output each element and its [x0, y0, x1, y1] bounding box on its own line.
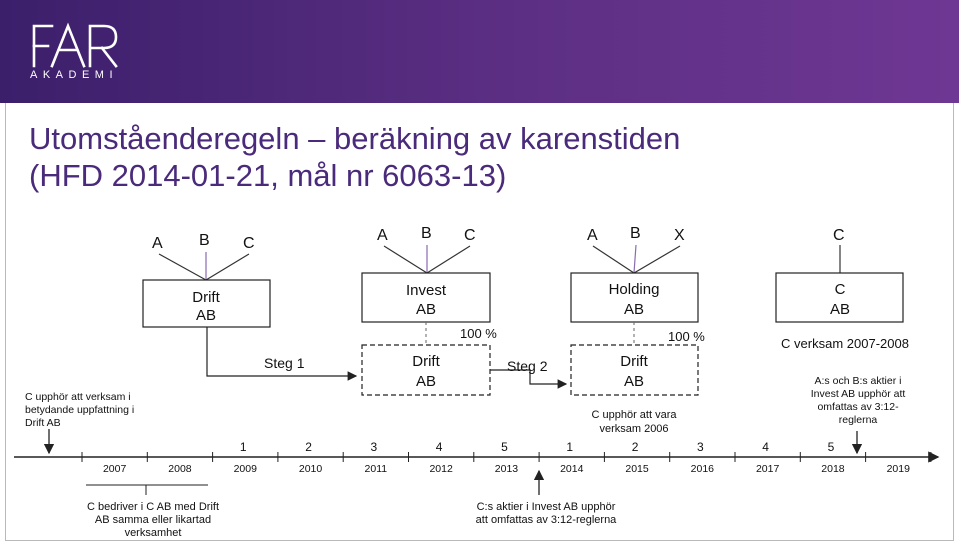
timeline-count: 2	[631, 440, 639, 454]
owner-c: C	[464, 227, 476, 244]
holding-ab-line2: AB	[623, 301, 645, 318]
timeline-count: 3	[697, 440, 704, 454]
drift-ab-sub-line2: AB	[415, 373, 437, 390]
owner-a: A	[587, 227, 598, 244]
owner-b: B	[630, 225, 641, 242]
stage3-note-line1: C upphör att vara	[591, 409, 677, 421]
timeline-year-2008: 2008	[168, 463, 192, 475]
invest-ab-line2: AB	[415, 301, 437, 318]
stage4-note: C verksam 2007-2008	[781, 336, 909, 351]
timeline-year-2011: 2011	[364, 463, 388, 475]
owner-b: B	[421, 225, 432, 242]
owner-c: C	[243, 235, 255, 252]
timeline-year-2016: 2016	[690, 463, 715, 475]
owner-a: A	[377, 227, 388, 244]
title-line-1: Utomståenderegeln – beräkning av karenstiden	[29, 121, 681, 156]
timeline-year-2010: 2010	[298, 463, 323, 475]
owner-a: A	[152, 235, 163, 252]
stage2-ownership	[362, 225, 497, 395]
owner-c: C	[833, 227, 845, 244]
stage4-note2-line3: omfattas av 3:12-	[817, 401, 899, 413]
brace-2007-2008	[86, 485, 208, 495]
drift-ab-sub-line1: Drift	[620, 353, 648, 370]
timeline-year-2017: 2017	[755, 463, 780, 475]
stage4-note2-line2: Invest AB upphör att	[810, 388, 906, 400]
left-note-line2: betydande uppfattning i	[25, 404, 135, 416]
timeline-count: 2	[305, 440, 312, 454]
c-ab-line1: C	[834, 281, 846, 298]
stage4-note2-line4: reglerna	[838, 414, 878, 426]
stage4-ownership	[776, 227, 909, 426]
timeline-count: 4	[435, 440, 443, 454]
timeline-count: 4	[762, 440, 769, 454]
drift-ab-line1: Drift	[192, 289, 220, 306]
timeline-year-2012: 2012	[429, 463, 453, 475]
stage4-note2-line1: A:s och B:s aktier i	[814, 375, 902, 387]
owner-x: X	[674, 227, 685, 244]
bottom-left-line1: C bedriver i C AB med Drift	[86, 501, 220, 513]
timeline-count: 1	[566, 440, 574, 454]
title-line-2: (HFD 2014-01-21, mål nr 6063-13)	[29, 158, 507, 193]
stage3-ownership	[571, 225, 705, 435]
c-ab-line2: AB	[829, 301, 851, 318]
timeline-count: 3	[370, 440, 378, 454]
bottom-center-line1: C:s aktier i Invest AB upphör	[476, 501, 616, 513]
logo-subtitle: AKADEMI	[30, 69, 119, 81]
timeline-year-2013: 2013	[494, 463, 519, 475]
step1-label: Steg 1	[264, 355, 305, 371]
stage1-ownership	[143, 232, 270, 327]
invest-ab-line1: Invest	[405, 282, 447, 299]
timeline-year-2014: 2014	[560, 463, 584, 475]
bottom-left-line3: verksamhet	[124, 527, 182, 539]
timeline-count: 1	[239, 440, 247, 454]
bottom-note-center	[476, 501, 618, 526]
owner-b: B	[199, 232, 210, 249]
timeline-year-2019: 2019	[886, 463, 910, 475]
drift-ab-sub-line1: Drift	[412, 353, 440, 370]
bottom-note-left	[87, 501, 219, 539]
timeline-year-2018: 2018	[821, 463, 845, 475]
bottom-left-line2: AB samma eller likartad	[94, 514, 212, 526]
bottom-center-line2: att omfattas av 3:12-reglerna	[475, 514, 617, 526]
timeline-year-2009: 2009	[233, 463, 257, 475]
timeline-count: 5	[501, 440, 508, 454]
step2-label: Steg 2	[507, 358, 548, 374]
holding-ab-line1: Holding	[608, 281, 660, 298]
left-note	[25, 391, 134, 429]
left-note-line1: C upphör att verksam i	[25, 391, 131, 403]
timeline	[14, 440, 938, 475]
drift-ab-line2: AB	[195, 307, 217, 324]
ownership-pct: 100 %	[460, 326, 497, 341]
stage3-note-line2: verksam 2006	[599, 423, 669, 435]
drift-ab-sub-line2: AB	[623, 373, 645, 390]
ownership-pct: 100 %	[668, 329, 705, 344]
left-note-line3: Drift AB	[25, 417, 61, 429]
timeline-year-2015: 2015	[625, 463, 649, 475]
timeline-count: 5	[827, 440, 835, 454]
timeline-year-2007: 2007	[102, 463, 127, 475]
